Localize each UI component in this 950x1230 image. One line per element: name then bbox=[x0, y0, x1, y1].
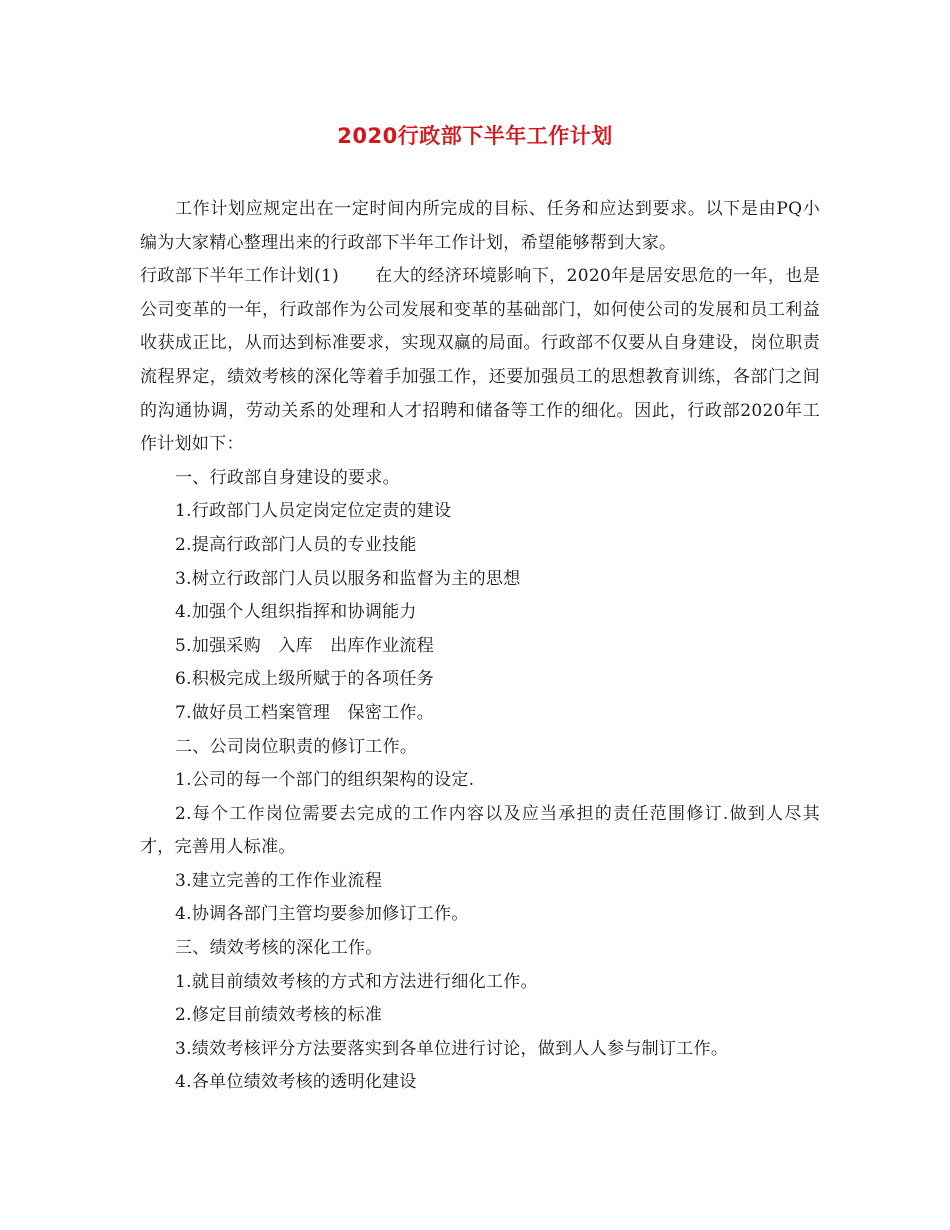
section-heading-2: 二、公司岗位职责的修订工作。 bbox=[175, 736, 418, 757]
list-item: 7.做好员工档案管理 保密工作。 bbox=[175, 702, 435, 723]
list-item: 2.提高行政部门人员的专业技能 bbox=[175, 534, 417, 555]
list-item: 4.各单位绩效考核的透明化建设 bbox=[175, 1072, 417, 1093]
list-item: 3.建立完善的工作作业流程 bbox=[175, 870, 383, 891]
list-item: 4.协调各部门主管均要参加修订工作。 bbox=[175, 904, 469, 925]
section-heading-3: 三、绩效考核的深化工作。 bbox=[175, 938, 383, 959]
list-item: 4.加强个人组织指挥和协调能力 bbox=[175, 602, 417, 623]
list-item: 6.积极完成上级所赋于的各项任务 bbox=[175, 669, 435, 690]
intro-paragraph: 工作计划应规定出在一定时间内所完成的目标、任务和应达到要求。以下是由PQ小编为大家精心整理出来的行政部下半年工作计划，希望能够帮到大家。 bbox=[140, 199, 820, 253]
plan-text: 在大的经济环境影响下，2020年是居安思危的一年，也是公司变革的一年，行政部作为公司发展和变革的基础部门，如何使公司的发展和员工利益收获成正比，从而达到标准要求，实现双赢的局面。行政部不仅要从自身建设，岗位职责流程界定，绩效考核的深化等着手加强工作，还要加强员工的思想教育训练，各部门之间的沟通协调，劳动关系的处理和人才招聘和储备等工作的细化。因此，行政部2020年工作计划如下： bbox=[140, 266, 820, 455]
list-item: 5.加强采购 入库 出库作业流程 bbox=[175, 635, 435, 656]
list-item: 2.每个工作岗位需要去完成的工作内容以及应当承担的责任范围修订.做到人尽其才，完善用人标准。 bbox=[140, 803, 820, 858]
document-body bbox=[140, 193, 820, 1100]
list-item: 1.公司的每一个部门的组织架构的设定. bbox=[175, 770, 475, 791]
list-item: 1.行政部门人员定岗定位定责的建设 bbox=[175, 501, 452, 522]
list-item: 1.就目前绩效考核的方式和方法进行细化工作。 bbox=[175, 971, 538, 992]
document-title: 2020行政部下半年工作计划 bbox=[337, 124, 613, 148]
list-item: 2.修定目前绩效考核的标准 bbox=[175, 1005, 383, 1026]
plan-paragraph bbox=[140, 260, 820, 462]
section-heading-1: 一、行政部自身建设的要求。 bbox=[175, 467, 400, 488]
list-item: 3.树立行政部门人员以服务和监督为主的思想 bbox=[175, 568, 521, 589]
list-item: 3.绩效考核评分方法要落实到各单位进行讨论，做到人人参与制订工作。 bbox=[175, 1038, 729, 1059]
plan-heading: 行政部下半年工作计划(1) bbox=[140, 266, 340, 287]
